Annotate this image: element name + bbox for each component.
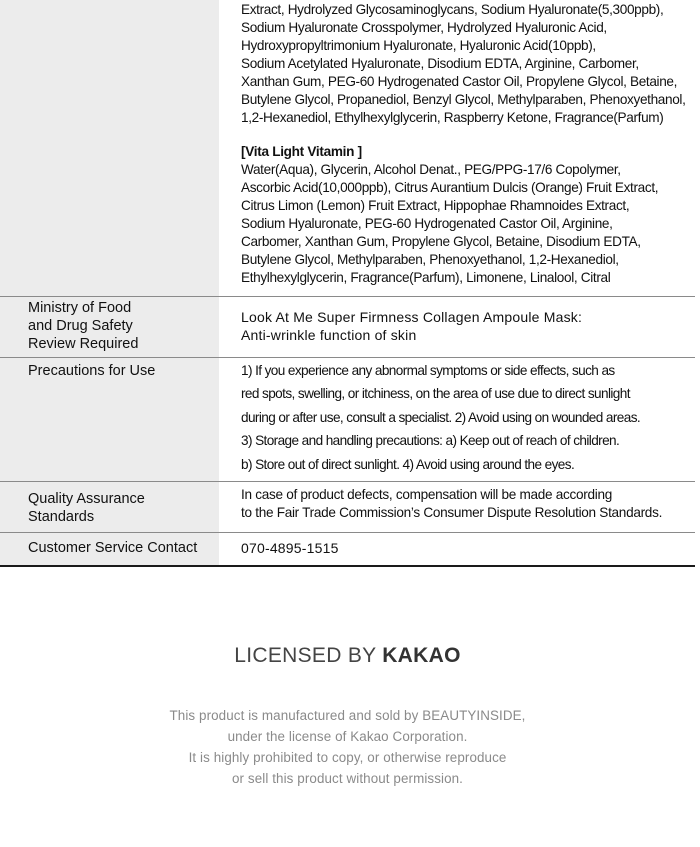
ingredient-line: Butylene Glycol, Methylparaben, Phenoxyethanol, 1,2-Hexanediol, bbox=[241, 252, 619, 267]
label-line: and Drug Safety bbox=[28, 318, 133, 334]
ingredient-line: Sodium Acetylated Hyaluronate, Disodium EDTA, Arginine, Carbomer, bbox=[241, 56, 639, 71]
quality-assurance-value bbox=[219, 482, 695, 532]
mfds-review-value bbox=[219, 297, 695, 357]
license-brand: KAKAO bbox=[382, 644, 461, 667]
quality-assurance-label bbox=[0, 482, 219, 532]
precautions-label: Precautions for Use bbox=[0, 358, 219, 481]
ingredient-line: Citrus Limon (Lemon) Fruit Extract, Hippophae Rhamnoides Extract, bbox=[241, 198, 630, 213]
value-line: 1) If you experience any abnormal symptoms or side effects, such as bbox=[241, 363, 615, 378]
value-line: Anti-wrinkle function of skin bbox=[241, 327, 417, 343]
ingredient-line: Sodium Hyaluronate, PEG-60 Hydrogenated Castor Oil, Arginine, bbox=[241, 216, 613, 231]
value-line: to the Fair Trade Commission’s Consumer Dispute Resolution Standards. bbox=[241, 505, 663, 520]
label-line: Standards bbox=[28, 509, 95, 525]
mfds-review-label bbox=[0, 297, 219, 357]
disclaimer-line: It is highly prohibited to copy, or otherwise reproduce bbox=[188, 750, 507, 765]
ingredient-line: Extract, Hydrolyzed Glycosaminoglycans, Sodium Hyaluronate(5,300ppb), bbox=[241, 2, 664, 17]
precautions-row bbox=[0, 358, 695, 482]
ingredient-line: Hydroxypropyltrimonium Hyaluronate, Hyaluronic Acid(10ppb), bbox=[241, 38, 596, 53]
mfds-review-row bbox=[0, 297, 695, 358]
ingredient-line: Xanthan Gum, PEG-60 Hydrogenated Castor Oil, Propylene Glycol, Betaine, bbox=[241, 74, 678, 89]
license-heading bbox=[0, 644, 695, 668]
quality-assurance-row bbox=[0, 482, 695, 533]
ingredients-value-cell bbox=[219, 0, 695, 296]
label-line: Quality Assurance bbox=[28, 491, 145, 507]
ingredient-line: 1,2-Hexanediol, Ethylhexylglycerin, Raspberry Ketone, Fragrance(Parfum) bbox=[241, 110, 664, 125]
value-line: b) Store out of direct sunlight. 4) Avoid using around the eyes. bbox=[241, 456, 575, 472]
disclaimer-line: or sell this product without permission. bbox=[232, 771, 463, 786]
ingredients-label-cell bbox=[0, 0, 219, 296]
value-line: 3) Storage and handling precautions: a) Keep out of reach of children. bbox=[241, 433, 620, 449]
ingredient-line: Ethylhexylglycerin, Fragrance(Parfum), Limonene, Linalool, Citral bbox=[241, 270, 611, 285]
ingredient-line: Ascorbic Acid(10,000ppb), Citrus Aurantium Dulcis (Orange) Fruit Extract, bbox=[241, 180, 659, 195]
label-line: Review Required bbox=[28, 336, 139, 352]
precautions-value bbox=[219, 358, 695, 481]
ingredient-line: Water(Aqua), Glycerin, Alcohol Denat., PEG/PPG-17/6 Copolymer, bbox=[241, 162, 621, 177]
disclaimer-line: under the license of Kakao Corporation. bbox=[227, 729, 468, 744]
ingredient-line: Carbomer, Xanthan Gum, Propylene Glycol, Betaine, Disodium EDTA, bbox=[241, 234, 641, 249]
label-line: Ministry of Food bbox=[28, 300, 132, 316]
license-prefix: LICENSED BY bbox=[234, 644, 377, 667]
customer-service-row bbox=[0, 533, 695, 565]
value-line: red spots, swelling, or itchiness, on the area of use due to direct sunlight bbox=[241, 386, 630, 402]
customer-service-label: Customer Service Contact bbox=[0, 533, 219, 565]
vita-light-vitamin-heading: [Vita Light Vitamin ] bbox=[241, 144, 362, 159]
value-line: Look At Me Super Firmness Collagen Ampoule Mask: bbox=[241, 309, 583, 325]
license-disclaimer bbox=[0, 705, 695, 789]
value-line: In case of product defects, compensation will be made according bbox=[241, 487, 613, 502]
disclaimer-line: This product is manufactured and sold by BEAUTYINSIDE, bbox=[169, 708, 526, 723]
value-line: during or after use, consult a specialist. 2) Avoid using on wounded areas. bbox=[241, 409, 641, 425]
customer-service-phone: 070-4895-1515 bbox=[241, 540, 339, 556]
ingredient-line: Butylene Glycol, Propanediol, Benzyl Glycol, Methylparaben, Phenoxyethanol, bbox=[241, 92, 686, 107]
ingredient-line: Sodium Hyaluronate Crosspolymer, Hydrolyzed Hyaluronic Acid, bbox=[241, 20, 607, 35]
ingredients-row bbox=[0, 0, 695, 297]
